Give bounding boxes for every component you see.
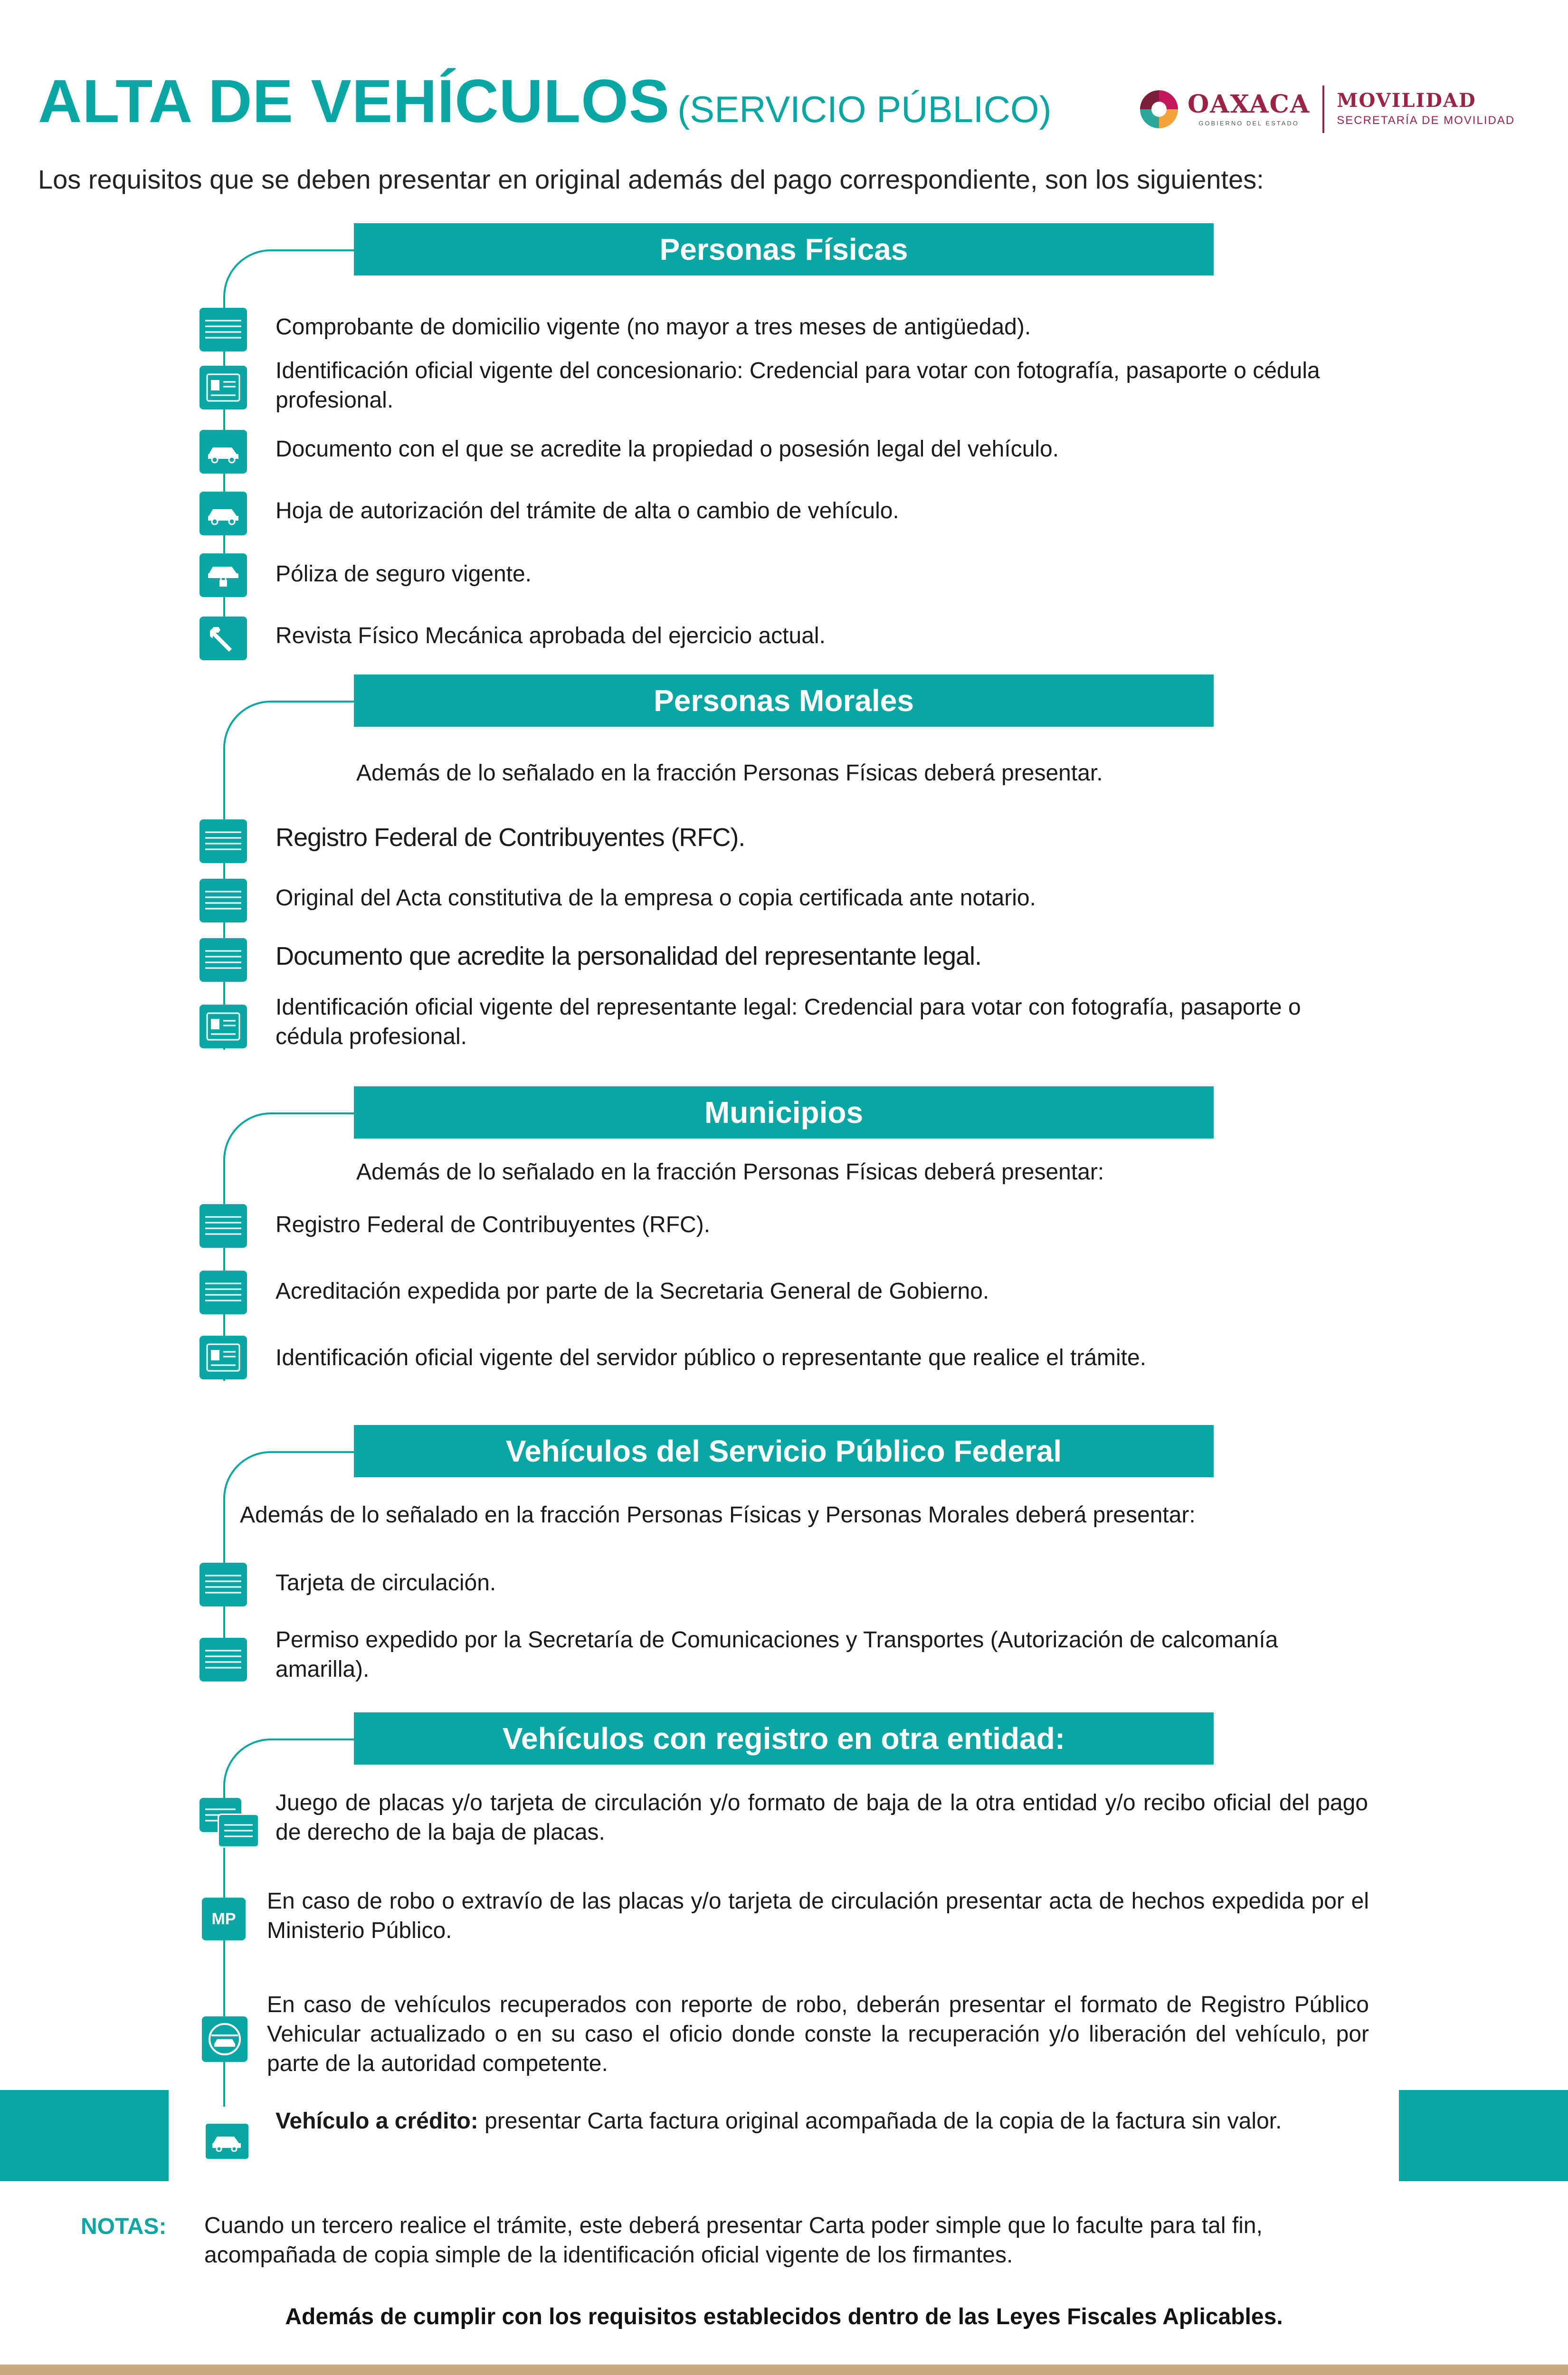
list-item: Documento con el que se acredite la propiedad o posesión legal del vehículo.: [276, 437, 1059, 462]
document-icon: [200, 1204, 247, 1248]
logo-oaxaca: OAXACA: [1188, 89, 1311, 119]
mp-badge-label: MP: [211, 1910, 236, 1928]
credit-text: presentar Carta factura original acompañada de la copia de la factura sin valor.: [485, 2109, 1282, 2134]
document-icon: [200, 938, 247, 982]
logo-org: MOVILIDAD: [1337, 89, 1476, 112]
list-item: Acreditación expedida por parte de la Secretaria General de Gobierno.: [276, 1279, 989, 1304]
section-note: Además de lo señalado en la fracción Personas Físicas deberá presentar.: [356, 760, 1103, 786]
list-item: Identificación oficial vigente del representante legal: Credencial para votar con fotografía, pasaporte o cédula profesional.: [276, 995, 1301, 1049]
notes-label: NOTAS:: [81, 2214, 167, 2239]
documents-stack-icon: [218, 1814, 259, 1848]
section-heading-municipios: Municipios: [354, 1086, 1214, 1139]
id-card-icon: [200, 1336, 247, 1379]
list-item: Permiso expedido por la Secretaría de Comunicaciones y Transportes (Autorización de calcomanía amarilla).: [276, 1627, 1278, 1682]
intro-text: Los requisitos que se deben presentar en original además del pago correspondiente, son los siguientes:: [38, 164, 1264, 194]
id-card-icon: [200, 366, 247, 409]
document-icon: [200, 1638, 247, 1682]
connector-curve: [223, 701, 354, 767]
list-item: Hoja de autorización del trámite de alta o cambio de vehículo.: [276, 498, 899, 523]
section-note: Además de lo señalado en la fracción Personas Físicas y Personas Morales deberá presentar:: [240, 1502, 1196, 1528]
logo-tagline: GOBIERNO DEL ESTADO: [1198, 119, 1299, 127]
list-item: Original del Acta constitutiva de la empresa o copia certificada ante notario.: [276, 885, 1036, 911]
mp-badge-icon: [202, 1898, 246, 1940]
decorative-bar-left: [0, 2090, 169, 2181]
logo-divider: [1322, 86, 1324, 133]
list-item: Comprobante de domicilio vigente (no mayor a tres meses de antigüedad).: [276, 314, 1031, 340]
document-icon: [200, 1271, 247, 1314]
car-document-icon: [200, 492, 247, 535]
id-card-icon: [200, 1005, 247, 1048]
decorative-footer-pattern: [0, 2365, 1568, 2375]
oaxaca-emblem-icon: [1140, 90, 1178, 128]
title-main: ALTA DE VEHÍCULOS: [38, 67, 670, 135]
list-item: En caso de vehículos recuperados con reporte de robo, deberán presentar el formato de Registro Público Vehicular actualizado o en su caso el oficio donde conste la recuperación y/o liberación del vehículo, por parte de la autoridad competente.: [267, 1992, 1369, 2076]
section-heading-otra-entidad: Vehículos con registro en otra entidad:: [354, 1712, 1214, 1765]
document-icon: [200, 819, 247, 863]
oaxaca-movilidad-logo: [1140, 86, 1515, 133]
connector-curve: [223, 249, 354, 316]
section-note: Además de lo señalado en la fracción Personas Físicas deberá presentar:: [356, 1159, 1104, 1185]
section-heading-federal: Vehículos del Servicio Público Federal: [354, 1425, 1214, 1477]
list-item: Identificación oficial vigente del servidor público o representante que realice el trámite.: [276, 1345, 1147, 1370]
car-lock-icon: [200, 553, 247, 597]
list-item: Identificación oficial vigente del concesionario: Credencial para votar con fotografía, pasaporte o cédula profesional.: [276, 358, 1320, 413]
wrench-icon: [200, 617, 247, 660]
final-note: Además de cumplir con los requisitos establecidos dentro de las Leyes Fiscales Aplicables.: [285, 2304, 1283, 2329]
notes-text: Cuando un tercero realice el trámite, este deberá presentar Carta poder simple que lo faculte para tal fin, acompañada de copia simple de la identificación oficial vigente de los firmantes.: [204, 2213, 1263, 2268]
connector-curve: [223, 1112, 354, 1179]
title-sub: (SERVICIO PÚBLICO): [677, 88, 1052, 130]
list-item: Documento que acredite la personalidad del representante legal.: [276, 942, 982, 970]
list-item: [276, 2107, 1321, 2136]
list-item: Tarjeta de circulación.: [276, 1570, 496, 1596]
logo-org-sub: SECRETARÍA DE MOVILIDAD: [1337, 114, 1515, 127]
section-heading-morales: Personas Morales: [354, 674, 1214, 727]
credit-label: Vehículo a crédito:: [276, 2109, 478, 2134]
document-icon: [200, 879, 247, 922]
list-item: Revista Físico Mecánica aprobada del ejercicio actual.: [276, 623, 826, 648]
document-icon: [200, 1563, 247, 1606]
recovered-car-icon: [202, 2016, 247, 2062]
car-icon: [204, 2122, 250, 2160]
list-item: Registro Federal de Contribuyentes (RFC).: [276, 1212, 711, 1237]
list-item: Registro Federal de Contribuyentes (RFC).: [276, 823, 745, 852]
section-heading-fisicas: Personas Físicas: [354, 223, 1214, 276]
car-document-icon: [200, 430, 247, 474]
list-item: Juego de placas y/o tarjeta de circulación y/o formato de baja de la otra entidad y/o recibo oficial del pago de derecho de la baja de placas.: [276, 1790, 1368, 1845]
decorative-bar-right: [1399, 2090, 1568, 2181]
document-icon: [200, 308, 247, 352]
list-item: En caso de robo o extravío de las placas y/o tarjeta de circulación presentar acta de hechos expedida por el Ministerio Público.: [267, 1889, 1369, 1943]
list-item: Póliza de seguro vigente.: [276, 561, 532, 587]
page-title: [38, 66, 1052, 136]
